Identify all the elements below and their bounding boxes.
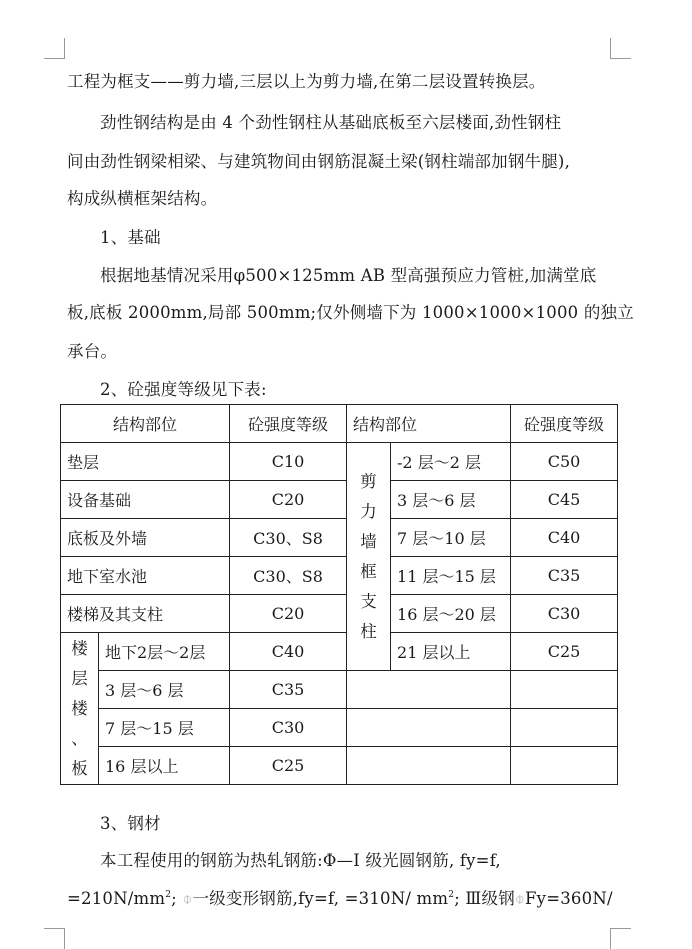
cell-part: 垫层 — [61, 443, 230, 481]
cell-grade: C30、S8 — [230, 519, 347, 557]
crop-mark-top-left — [44, 38, 65, 59]
paragraph-line: 工程为框支——剪力墙,三层以上为剪力墙,在第二层设置转换层。 — [67, 72, 546, 91]
paragraph-line: 本工程使用的钢筋为热轧钢筋:Φ—I 级光圆钢筋, fy=f, — [100, 851, 501, 870]
table-row — [61, 633, 618, 671]
cell-grade: C40 — [511, 519, 618, 557]
empty-cell — [347, 747, 511, 785]
cell-grade: C50 — [511, 443, 618, 481]
table-row — [61, 671, 618, 709]
rebar-symbol-icon: ⌽ — [514, 889, 526, 908]
empty-cell — [347, 709, 511, 747]
cell-grade: C25 — [511, 633, 618, 671]
rebar-symbol-icon: ⌽ — [182, 889, 193, 908]
cell-part: 地下室水池 — [61, 557, 230, 595]
paragraph-line: 间由劲性钢梁相梁、与建筑物间由钢筋混凝土梁(钢柱端部加钢牛腿), — [67, 152, 571, 171]
cell-grade: C20 — [230, 481, 347, 519]
crop-mark-top-right — [610, 38, 631, 59]
header-concrete-grade: 砼强度等级 — [230, 405, 347, 443]
cell-grade: C45 — [511, 481, 618, 519]
cell-part: 16 层～20 层 — [391, 595, 511, 633]
cell-part: 7 层～10 层 — [391, 519, 511, 557]
cell-part: 16 层以上 — [99, 747, 230, 785]
cell-part: 11 层～15 层 — [391, 557, 511, 595]
cell-grade: C30 — [230, 709, 347, 747]
header-structure-part: 结构部位 — [61, 405, 230, 443]
cell-grade: C30 — [511, 595, 618, 633]
cell-part: 3 层～6 层 — [99, 671, 230, 709]
cell-part: 底板及外墙 — [61, 519, 230, 557]
cell-grade: C30、S8 — [230, 557, 347, 595]
wall-group-label: 剪 力 墙 框 支 柱 — [347, 443, 391, 671]
concrete-grade-table — [60, 404, 618, 785]
empty-cell — [511, 671, 618, 709]
cell-grade: C35 — [511, 557, 618, 595]
empty-cell — [511, 747, 618, 785]
cell-part: 3 层～6 层 — [391, 481, 511, 519]
table-row — [61, 557, 618, 595]
paragraph-line: 劲性钢结构是由 4 个劲性钢柱从基础底板至六层楼面,劲性钢柱 — [100, 113, 562, 132]
table-row — [61, 481, 618, 519]
section-heading-foundation: 1、基础 — [100, 228, 161, 247]
header-concrete-grade: 砼强度等级 — [511, 405, 618, 443]
paragraph-line: $=210N/mm^2$; ⌽一级变形钢筋,fy=f, =310N/ $mm^2$; Ⅲ级钢⌽Fy=360N/ — [67, 889, 613, 908]
table-row — [61, 519, 618, 557]
table-header-row — [61, 405, 618, 443]
cell-grade: C25 — [230, 747, 347, 785]
cell-part: 设备基础 — [61, 481, 230, 519]
table-row — [61, 709, 618, 747]
header-structure-part: 结构部位 — [347, 405, 511, 443]
cell-part: 21 层以上 — [391, 633, 511, 671]
paragraph-line: 根据地基情况采用φ500×125mm AB 型高强预应力管桩,加满堂底 — [100, 266, 597, 285]
crop-mark-bottom-left — [44, 928, 65, 949]
floor-group-label: 楼 层 楼 、 板 — [61, 633, 99, 785]
cell-part: -2 层～2 层 — [391, 443, 511, 481]
paragraph-line: 构成纵横框架结构。 — [67, 189, 218, 208]
cell-grade: C20 — [230, 595, 347, 633]
cell-part: 地下2层～2层 — [99, 633, 230, 671]
empty-cell — [511, 709, 618, 747]
cell-grade: C40 — [230, 633, 347, 671]
section-heading-concrete: 2、砼强度等级见下表: — [100, 380, 267, 399]
cell-part: 楼梯及其支柱 — [61, 595, 230, 633]
table-row — [61, 443, 618, 481]
paragraph-line: 板,底板 2000mm,局部 500mm;仅外侧墙下为 1000×1000×1000 的独立 — [67, 303, 634, 322]
table-row — [61, 595, 618, 633]
table-row — [61, 747, 618, 785]
section-heading-steel: 3、钢材 — [100, 814, 161, 833]
paragraph-line: 承台。 — [67, 342, 118, 361]
cell-grade: C35 — [230, 671, 347, 709]
cell-grade: C10 — [230, 443, 347, 481]
cell-part: 7 层～15 层 — [99, 709, 230, 747]
crop-mark-bottom-right — [610, 928, 631, 949]
empty-cell — [347, 671, 511, 709]
